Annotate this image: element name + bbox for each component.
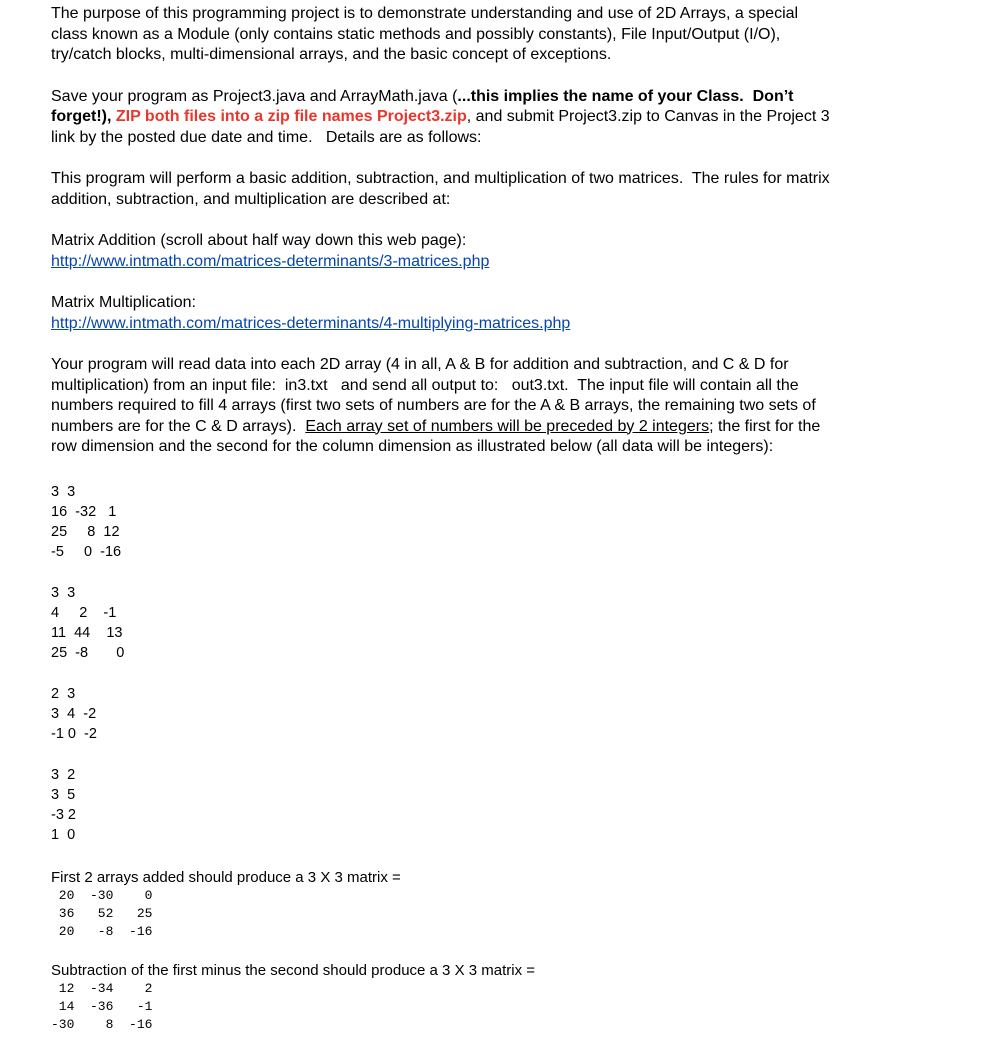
- input-matrix-d: [51, 765, 951, 845]
- matrix-row: -5 0 -16: [51, 543, 122, 560]
- input-matrix-b: [51, 583, 951, 663]
- intro-line-2: class known as a Module (only contains static methods and possibly constants), File Input/Output (I/O),: [51, 25, 781, 43]
- input-line-3: numbers required to fill 4 arrays (first two sets of numbers are for the A & B arrays, the remaining two sets of: [51, 397, 816, 414]
- result-row: 20 -30 0: [51, 887, 153, 903]
- input-matrix-a: [51, 482, 951, 562]
- program-line-1: This program will perform a basic addition, subtraction, and multiplication of two matrices. The rules for matrix: [51, 170, 830, 187]
- matrix-row: 3 3: [51, 584, 76, 601]
- matrix-row: 3 4 -2: [51, 705, 97, 722]
- matrix-row: 3 2: [51, 766, 76, 783]
- matrix-row: -3 2: [51, 806, 76, 823]
- program-description-paragraph: [51, 169, 951, 210]
- matrix-multiplication-label: Matrix Multiplication:: [51, 294, 196, 311]
- input-file-paragraph: [51, 355, 951, 458]
- addition-heading: First 2 arrays added should produce a 3 X 3 matrix =: [51, 868, 401, 886]
- intro-line-1: The purpose of this programming project is to demonstrate understanding and use of 2D Arrays, a special: [51, 5, 799, 22]
- matrix-row: 25 8 12: [51, 523, 120, 540]
- matrix-row: 3 3: [51, 483, 76, 500]
- matrix-row: 4 2 -1: [51, 604, 117, 621]
- save-line-2: [51, 107, 951, 128]
- addition-result: [51, 868, 951, 941]
- zip-instruction: ZIP both files into a zip file names Project3.zip: [115, 108, 467, 125]
- save-line-1: [51, 87, 951, 108]
- input-matrix-c: [51, 684, 951, 744]
- result-row: 14 -36 -1: [51, 998, 153, 1014]
- save-line-1-text: Save your program as Project3.java and ArrayMath.java (: [51, 87, 458, 105]
- input-line-4-end: ; the first for the: [709, 417, 821, 435]
- matrix-addition-reference: [51, 231, 951, 272]
- result-row: -30 8 -16: [51, 1016, 153, 1032]
- matrix-row: 1 0: [51, 826, 76, 843]
- matrix-multiplication-reference: [51, 293, 951, 334]
- forget-note: forget!),: [51, 108, 116, 125]
- matrix-multiplication-link[interactable]: http://www.intmath.com/matrices-determinants/4-multiplying-matrices.php: [51, 314, 571, 332]
- save-instructions-paragraph: [51, 87, 951, 149]
- preceded-note: Each array set of numbers will be preceded by 2 integers: [305, 417, 710, 435]
- input-line-4: [51, 417, 951, 438]
- result-row: 36 52 25: [51, 905, 153, 921]
- class-name-note: ...this implies the name of your Class. Don’t: [457, 87, 794, 105]
- subtraction-result: [51, 961, 951, 1034]
- matrix-row: 25 -8 0: [51, 644, 125, 661]
- matrix-row: -1 0 -2: [51, 725, 97, 742]
- intro-paragraph: [51, 4, 951, 66]
- intro-line-3: try/catch blocks, multi-dimensional arrays, and the basic concept of exceptions.: [51, 46, 612, 63]
- submit-text: , and submit Project3.zip to Canvas in the Project 3: [466, 108, 830, 125]
- matrix-addition-label: Matrix Addition (scroll about half way down this web page):: [51, 232, 467, 249]
- matrix-row: 16 -32 1: [51, 503, 117, 520]
- program-line-2: addition, subtraction, and multiplication are described at:: [51, 190, 451, 208]
- input-line-4-text: numbers are for the C & D arrays).: [51, 417, 306, 435]
- result-row: 12 -34 2: [51, 980, 153, 996]
- result-row: 20 -8 -16: [51, 923, 153, 939]
- matrix-row: 2 3: [51, 685, 76, 702]
- input-line-1: Your program will read data into each 2D array (4 in all, A & B for addition and subtraction, and C & D for: [51, 356, 789, 373]
- input-line-2: multiplication) from an input file: in3.txt and send all output to: out3.txt. The input file will contain all the: [51, 376, 799, 394]
- subtraction-heading: Subtraction of the first minus the second should produce a 3 X 3 matrix =: [51, 961, 536, 979]
- matrix-row: 3 5: [51, 786, 76, 803]
- matrix-addition-link[interactable]: http://www.intmath.com/matrices-determinants/3-matrices.php: [51, 252, 490, 270]
- document-body: [51, 4, 951, 1055]
- input-line-5: row dimension and the second for the column dimension as illustrated below (all data will be integers):: [51, 438, 774, 455]
- save-line-3: link by the posted due date and time. Details are as follows:: [51, 128, 482, 146]
- matrix-row: 11 44 13: [51, 624, 123, 641]
